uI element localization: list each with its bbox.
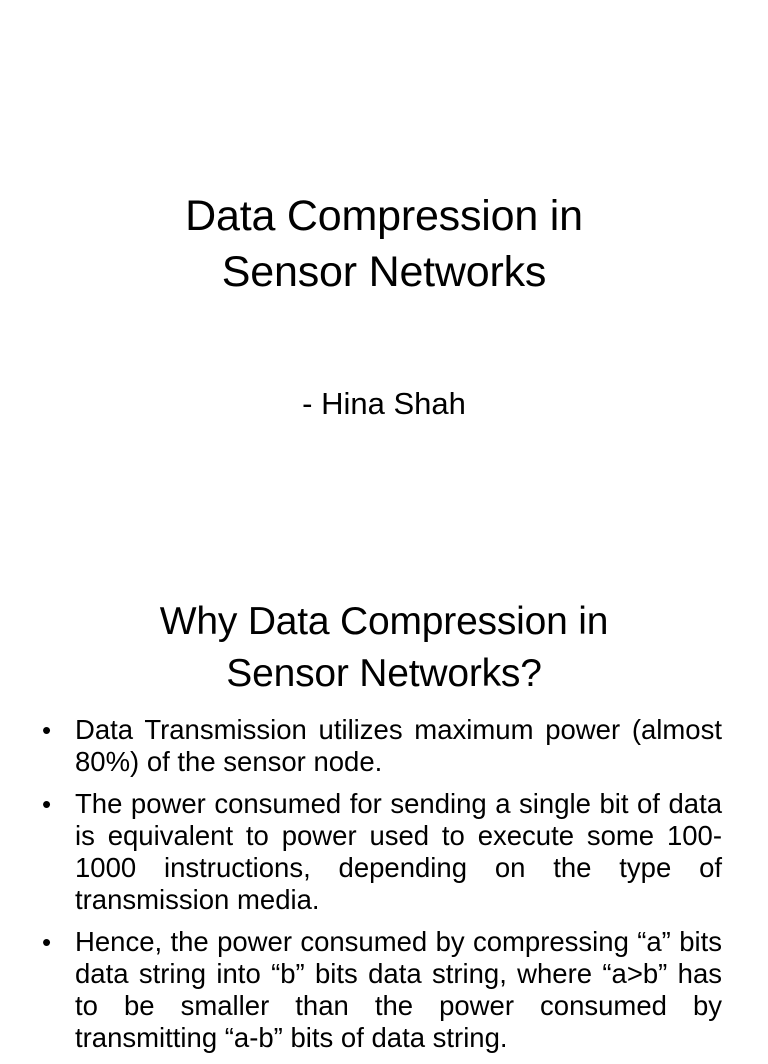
bullet-text: Data Transmission utilizes maximum power (almost 80%) of the sensor node. [75, 714, 722, 777]
content-slide [0, 576, 768, 1053]
bullet-list [42, 714, 722, 1064]
slide-title [0, 596, 768, 700]
bullet-marker: • [42, 715, 52, 745]
author-line: - Hina Shah [302, 386, 466, 421]
title-line-1: Data Compression in [185, 192, 583, 240]
bullet-text: Hence, the power consumed by compressing “a” bits data string into “b” bits data string, where “a>b” has to be smaller than the power consumed by transmitting “a-b” bits of data string. [75, 926, 722, 1053]
title-line-2: Sensor Networks? [226, 652, 542, 695]
title-line-1: Why Data Compression in [159, 600, 609, 643]
bullet-item [42, 926, 722, 1054]
bullet-text: The power consumed for sending a single bit of data is equivalent to power used to execute some 100-1000 instructions, depending on the type of transmission media. [75, 788, 722, 915]
slide-title [0, 188, 768, 300]
bullet-item [42, 788, 722, 916]
bullet-marker: • [42, 927, 52, 957]
bullet-item [42, 714, 722, 778]
bullet-marker: • [42, 789, 52, 819]
title-line-2: Sensor Networks [221, 248, 547, 296]
